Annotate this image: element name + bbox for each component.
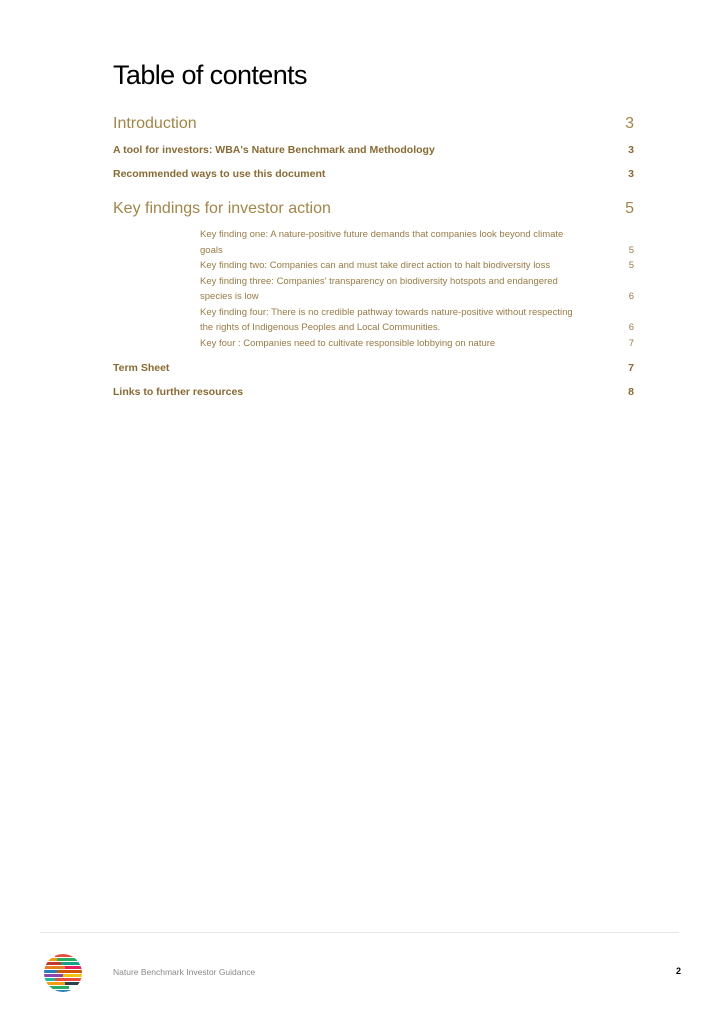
toc-subentry-three[interactable]	[200, 274, 634, 305]
toc-entry-label: Introduction	[113, 115, 197, 132]
toc-entry-page: 3	[628, 168, 634, 180]
toc-subentries	[200, 227, 634, 351]
toc-entry-introduction[interactable]	[113, 115, 634, 133]
toc-entry-page: 5	[625, 200, 634, 217]
footer-page-number: 2	[675, 966, 681, 976]
toc-subentry-text: the rights of Indigenous Peoples and Local Communities.	[200, 322, 441, 333]
toc-entry-term-sheet[interactable]	[113, 362, 634, 374]
footer-document-title: Nature Benchmark Investor Guidance	[113, 967, 256, 977]
toc-subentry-page: 6	[628, 291, 634, 302]
toc-subentry-text: Key finding two: Companies can and must take direct action to halt biodiversity loss	[200, 260, 551, 271]
toc-entry-page: 3	[628, 144, 634, 156]
toc-subentry-text: Key four : Companies need to cultivate responsible lobbying on nature	[200, 337, 496, 349]
toc-subentry-text: species is low	[200, 291, 259, 302]
toc-subentry-four[interactable]	[200, 305, 634, 336]
toc-entry-key-findings[interactable]	[113, 200, 634, 218]
toc-entry-label: Recommended ways to use this document	[113, 168, 326, 180]
toc-entry-label: Term Sheet	[113, 362, 170, 374]
toc-entry-page: 3	[625, 115, 634, 132]
toc-subentry-text: Key finding three: Companies' transparency on biodiversity hotspots and endangered	[200, 275, 558, 287]
toc-entry-tool-for-investors[interactable]	[113, 144, 634, 156]
toc-subentry-page: 5	[628, 260, 634, 271]
page-title: Table of contents	[113, 60, 307, 90]
toc-entry-page: 7	[628, 362, 634, 374]
toc-subentry-two[interactable]	[200, 258, 634, 274]
footer-divider	[40, 932, 679, 933]
toc-subentry-text: Key finding four: There is no credible pathway towards nature-positive without respecting	[200, 306, 573, 318]
toc-subentry-page: 5	[628, 244, 634, 256]
toc-entry-recommended-ways[interactable]	[113, 168, 634, 180]
toc-entry-label: A tool for investors: WBA's Nature Benchmark and Methodology	[113, 144, 435, 156]
toc-entry-links[interactable]	[113, 386, 634, 398]
toc-subentry-five[interactable]	[200, 336, 634, 352]
toc-subentry-one[interactable]	[200, 227, 634, 258]
toc-subentry-text: goals	[200, 244, 223, 256]
toc-subentry-page: 7	[628, 337, 634, 349]
wba-globe-logo-icon	[43, 953, 83, 993]
toc-subentry-page: 6	[628, 322, 634, 333]
toc-entry-label: Links to further resources	[113, 386, 244, 398]
toc-subentry-text: Key finding one: A nature-positive future demands that companies look beyond climate	[200, 229, 564, 240]
toc-entry-page: 8	[628, 386, 634, 398]
toc-entry-label: Key findings for investor action	[113, 200, 331, 217]
